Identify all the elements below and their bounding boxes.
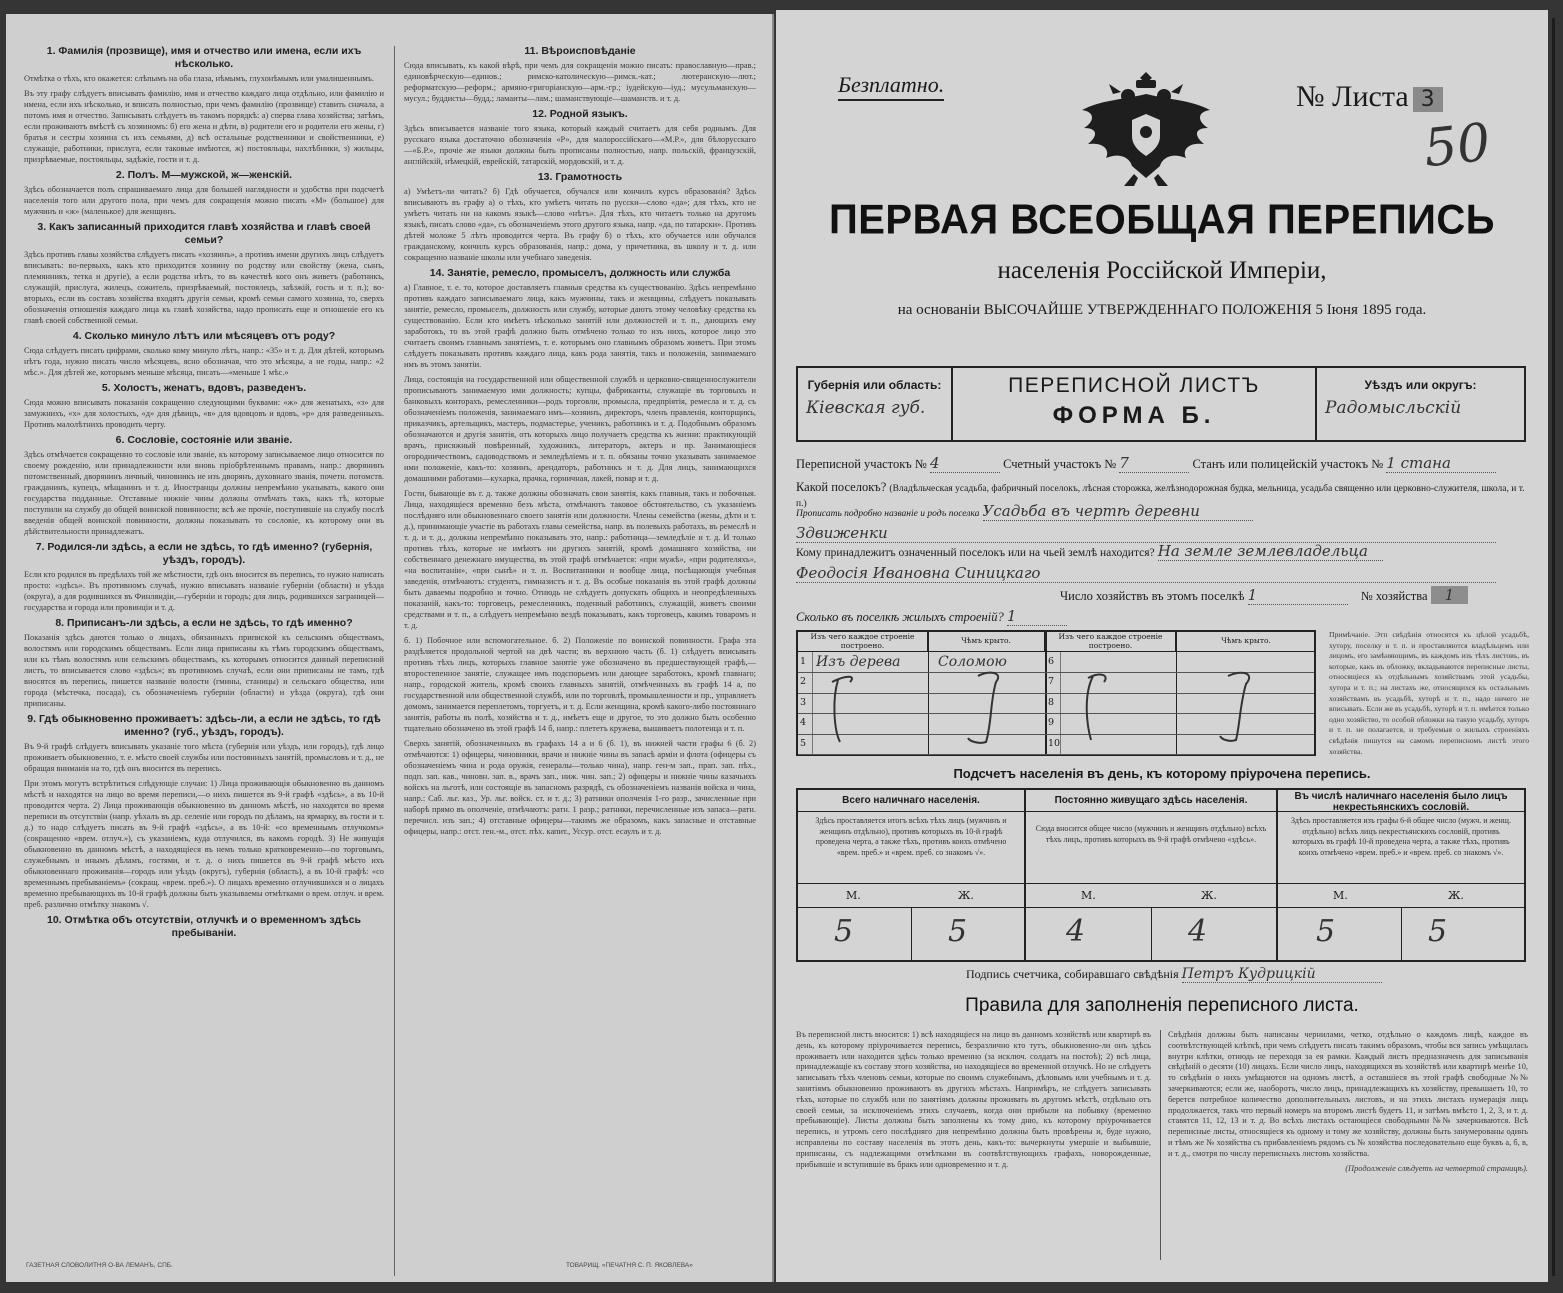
resident-population-description: Сюда вносится общее число (мужчинъ и женщинъ отдѣльно) всѣхъ тѣхъ лицъ, противъ которыхъ въ 9-й графѣ отмѣчено «здѣсь». [1026, 812, 1276, 884]
households-label: Число хозяйствъ въ этомъ поселкѣ [1060, 589, 1245, 603]
instruction-text: Лица, состоящія на государственной или общественной службѣ и церковно-священнослужители прописываютъ занимаемую ими должность; купцы, фабриканты, служащіе въ торговыхъ и банковыхъ конторахъ, ремесленники—родъ торговли, промысла, предпріятія, ремесла и т. д. съ обозначеніемъ положенія, занимаемаго имъ—хозяинъ, директоръ, членъ правленія, конторщикъ, приказчикъ, артельщикъ, мастеръ, подмастерье, ученикъ, работникъ и т. д. Подобнымъ образомъ обозначаются и другія занятія, отъ которыхъ лицо получаетъ средства къ жизни: практикующій врачъ, присяжный повѣренный, художникъ, литераторъ, актеръ и пр. Занимающіеся огородничествомъ, садоводствомъ и земледѣліемъ и т. п. обязаны точно указывать занимаемое ими положеніе, какъ-то: хозяинъ, арендаторъ, работникъ и т. д. Для лицъ, занимающихся домашними работами—кухарка, прачка, горничная, лакей, повар и т. д. [404, 375, 756, 483]
buildings-roof-header-2: Чѣмъ крыто. [1176, 632, 1316, 652]
present-male-value: 5 [834, 914, 854, 949]
census-section-value: 4 [930, 454, 1000, 473]
sex-header-row [798, 884, 1024, 908]
rules-title: Правила для заполненія переписного листа. [965, 995, 1359, 1016]
instruction-heading: 13. Грамотность [537, 171, 623, 183]
settlement-hint-2: Прописать подробно названіе и родъ поселка [796, 509, 980, 519]
household-number-label: № хозяйства [1360, 589, 1428, 603]
form-type-name: ФОРМА Б. [1052, 402, 1216, 429]
instruction-text: Въ эту графу слѣдуетъ вписывать фамилію, имя и отчество каждаго лица отдѣльно, или фамилію и имена, если ихъ нѣсколько, и вписать полностью, при чемъ фамилію (прозвище) ставить сначала, а потомъ имя и отчество. Записывать слѣдуетъ въ такомъ порядкѣ: а) сперва глава хозяйства; затѣмъ, если проживаютъ вмѣстѣ съ хозяиномъ: б) его жена и дѣти, в) родители его и родители его жены, г) братья и сестры хозяина съ ихъ семьями, д) всѣ остальные родственники и свойственники, е) служащіе, работники, прислуга, если таковые имѣются, ж) постояльцы, нахлѣбники, з) жильцы, призрѣваемые, постояльцы, задѣжіе, гости и т. д. [24, 89, 384, 164]
instruction-heading: 4. Сколько минуло лѣтъ или мѣсяцевъ отъ роду? [72, 330, 336, 342]
present-population-header: Всего наличнаго населенія. [798, 790, 1024, 812]
row-number: 9 [1048, 717, 1055, 729]
form-subtitle: населенія Россійской Имперіи, [997, 257, 1327, 284]
form-header-box [796, 366, 1526, 442]
population-count-table [796, 788, 1526, 962]
legal-basis: на основаніи ВЫСОЧАЙШЕ УТВЕРЖДЕННАГО ПОЛОЖЕНІЯ 5 Іюня 1895 года. [897, 302, 1427, 318]
settlement-hint: (Владѣльческая усадьба, фабричный поселокъ, лѣсная сторожка, желѣзнодорожная будка, мельница, усадьба священно или церковно-служителя, школа, и т. п.) [796, 484, 1525, 509]
settlement-value-2: Здвиженки [796, 524, 1496, 543]
count-section-value: 7 [1119, 454, 1189, 473]
buildings-table [796, 630, 1316, 756]
instruction-heading: 2. Полъ. М—мужской, ж—женскій. [115, 169, 293, 181]
free-of-charge-label: Безплатно. [838, 72, 944, 101]
buildings-material-header-2: Изъ чего каждое строеніе построено. [1046, 632, 1176, 652]
male-label: М. [846, 889, 861, 902]
non-peasant-male-value: 5 [1316, 914, 1336, 949]
uezd-cell [1317, 368, 1524, 440]
resident-female-value: 4 [1188, 914, 1208, 949]
instructions-column-right [404, 42, 756, 841]
archive-page-number: 50 [1421, 112, 1494, 180]
settlement-value-row-2 [796, 524, 1526, 543]
row-number: 5 [800, 737, 807, 749]
count-section-label: Счетный участокъ № [1003, 457, 1117, 471]
instruction-section [404, 738, 756, 837]
sex-header-row [1026, 884, 1276, 908]
ditto-marks [798, 632, 1318, 756]
non-peasant-population-description: Здѣсь проставляется изъ графы 6-й общее число (мужч. и женщ. отдѣльно) всѣхъ лицъ некрестьянскихъ сословій, противъ которыхъ въ графѣ 10-й проведена черта, а также тѣхъ, противъ коихъ отмѣчено «врем. преб.» и «врем. преб. со знакомъ √». [1278, 812, 1524, 884]
instruction-section [24, 434, 384, 537]
instruction-section [24, 617, 384, 709]
row-number: 4 [800, 717, 807, 729]
instruction-section [24, 382, 384, 430]
female-label: Ж. [1201, 889, 1217, 902]
present-population-description: Здѣсь проставляется итогъ всѣхъ тѣхъ лицъ (мужчинъ и женщинъ отдѣльно), противъ которыхъ въ 10-й графѣ проведена черта, а также тѣхъ, противъ коихъ отмѣчено «врем. преб.» и «врем. преб. со знакомъ √». [798, 812, 1024, 884]
printer-imprint-right: ТОВАРИЩ. «ПЕЧАТНЯ С. П. ЯКОВЛЕВА» [566, 1262, 693, 1269]
instruction-text: Здѣсь отмѣчается сокращенно то сословіе или званіе, къ которому записываемое лицо относится по своему рожденію, или принадлежности или вновь пріобрѣтеннымъ правамъ, напр.: дворянинъ потомственный, дворянинъ личный, чиновникъ не изъ дворянъ, духовнаго званія, почетн. потомств. гражданинъ, купецъ, мѣщанинъ и т. д. Иностранцы должны непремѣнно указывать, какого они государства подданные. Отставные нижніе чины должны отмѣчать такъ, какъ тѣ, которые поступили на службу до общей воинской повинности; всѣ же прочіе, поступившіе на службу послѣ введенія общей воинской повинности, должны показывать то сословіе, къ которому они въ дѣйствительности принадлежатъ. [24, 450, 384, 536]
instruction-heading: 11. Вѣроисповѣданіе [524, 45, 636, 57]
row-number: 7 [1048, 676, 1055, 688]
row-number: 6 [1048, 656, 1055, 667]
row-number: 3 [800, 696, 807, 708]
sheet-number-label: № Листа [1296, 80, 1409, 113]
enumerator-signature-row [966, 966, 1382, 983]
settlement-value: Усадьба въ чертѣ деревни [983, 502, 1253, 521]
instruction-heading: 8. Приписанъ-ли здѣсь, а если не здѣсь, то гдѣ именно? [55, 617, 353, 629]
instruction-text: Сюда можно вписывать показанія сокращенно следующими буквами: «ж» для женатыхъ, «з» для замужнихъ, «х» для холостыхъ, «д» для дѣвицъ, «в» для вдовцовъ и вдовъ, «р» для разведенныхъ. Противъ малолѣтнихъ проводить черту. [24, 398, 384, 429]
instruction-section [24, 169, 384, 217]
owner-row-2 [796, 564, 1526, 583]
instruction-section [24, 914, 384, 940]
form-type-title: ПЕРЕПИСНОЙ ЛИСТЪ [1008, 374, 1260, 397]
rules-text-left: Въ переписной листъ вносится: 1) всѣ находящіеся на лицо въ данномъ хозяйствѣ или квартирѣ въ день, къ которому пріурочивается перепись, безразлично кто тутъ, обыкновенно-ли онъ здѣсь проживаетъ или находится здѣсь только временно (за исключ. солдатъ на постоѣ); 2) всѣ лица, принадлежащіе къ составу этого хозяйства, но находящіеся во временной отлучкѣ. Но не слѣдуетъ записывать тѣхъ членовъ семьи, которые по своимъ служебнымъ, дѣловымъ или учебнымъ и т. д. занятіямъ обыкновенно проживаютъ въ другихъ мѣстахъ. Напримѣръ, не слѣдуетъ записывать тѣхъ, которые по службѣ или по занятіямъ должны проживать въ другомъ мѣстѣ, отдѣльно отъ своей семьи, за исключеніемъ этихъ случаевъ, когда они прибыли на побывку (временно пребывающіе). Листы должны быть заполнены къ тому дню, къ которому пріурочивается перепись, и утромъ сего послѣдняго дня непремѣнно должны быть провѣрены и, буде нужно, исправлены по составу населенія въ этотъ день, какъ-то: вычеркнуты умершіе и выбывшіе, приписаны, съ надлежащими отмѣтками въ соотвѣтствующихъ графахъ, новорожденные, прибывшіе и вступившіе въ бракъ или одновременно и т. д. [796, 1030, 1151, 1169]
form-type-cell [953, 368, 1317, 440]
grid-line [1151, 908, 1152, 960]
instruction-text: Здѣсь вписывается названіе того языка, который каждый считаетъ для себя роднымъ. Для русскаго языка достаточно обозначенія «Р», для малороссійскаго—«М.Р.», для бѣлорусскаго—«Б.Р.», прочіе же языки должны быть прописаны полностью, напр. польскій, французскій, англійскій, нѣмецкій, еврейскій, татарскій, мордовскій, и т. д. [404, 124, 756, 166]
instruction-section [24, 778, 384, 910]
instruction-section [24, 45, 384, 84]
sex-header-row [1278, 884, 1524, 908]
buildings-row [796, 607, 1526, 626]
male-label: М. [1081, 889, 1096, 902]
instruction-section [404, 267, 756, 370]
row-number: 1 [800, 656, 807, 667]
instruction-section [404, 635, 756, 734]
column-divider [394, 46, 395, 1276]
household-number-value: 1 [1431, 586, 1469, 604]
instruction-text: Сюда вписывать, къ какой вѣрѣ, при чемъ для сокращенія можно писать: православную—прав.; единовѣрческую—единов.; римско-католическую—римск.-кат.; лютеранскую—лют.; реформатскую—реформ.; армяно-григоріанскую—арм.-гр.; іудейскую—іуд.; мусульманскую—мусул.; буддисты—будд.; ламаиты—лам.; шаманствующіе—шаманств. и т. д. [404, 61, 756, 103]
instruction-heading: 6. Сословіе, состояніе или званіе. [115, 434, 293, 446]
instruction-text: Показанія здѣсь даются только о лицахъ, обязанныхъ припиской къ сельскимъ обществамъ, волостямъ или городскимъ обществамъ. Если лица приписаны къ тѣмъ городскимъ обществамъ, или къ тѣмъ волостямъ или сельскимъ обществамъ, къ которымъ относится данный переписной листъ, то вписывается слово «здѣсь»; въ противномъ случаѣ, если они приписаны не тамъ, гдѣ вносятся въ перепись, пишется названіе волости (гмины, станицы) и сельскаго общества, или города (мѣстечка, посада), съ обозначеніемъ губерніи (области) и уѣзда (округа), гдѣ они приписаны. [24, 633, 384, 708]
instruction-text: При этомъ могутъ встрѣтиться слѣдующіе случаи: 1) Лица проживающія обыкновенно въ данномъ мѣстѣ и находятся на лицо во время переписи,—о нихъ пишется въ 9-й графѣ «здѣсь», а въ 10-й проводится черта. 2) Лица проживающія обыкновенно въ данномъ мѣстѣ, но находятся во время переписи въ отсутствіи (напр. уѣхалъ въ др. селеніе или городъ по дѣламъ, на ярмарку, въ гости и т. д.) то надо слѣдуетъ писать въ 9-й графѣ «здѣсь», а въ 10-й: «со временнымъ отлучкомъ» (сокращенно «врем. отлуч.»), съ указаніемъ, куда отлучился, въ какомъ городѣ. 3) Не живущія обыкновенно въ данномъ мѣстѣ, а находящіеся въ немъ только кратковременно—по торговымъ, служебнымъ и инымъ дѣламъ, гостями, и т. д. о нихъ пишется въ 9-й графѣ мѣсто ихъ обыкновеннаго проживанія—городъ или уѣздъ (округъ), губернія (область), а въ 10-й графѣ: «со временнымъ пребываніемъ» (сокращ. «врем. преб.»). О лицахъ временно отлучившихся и о лицахъ временно пребывающихъ въ 10-й графѣ должны быть указываемы отмѣтками о врем. отлуч. и врем. преб. различно отмѣтку знакомъ √. [24, 779, 384, 909]
instruction-section [404, 45, 756, 104]
form-title: ПЕРВАЯ ВСЕОБЩАЯ ПЕРЕПИСЬ [829, 196, 1495, 244]
present-female-value: 5 [948, 914, 968, 949]
signature-value: Петръ Кудрицкій [1182, 966, 1382, 983]
instruction-text: Гости, бывающіе въ г. д. также должны обозначать свои занятія, какъ главныя, такъ и побочныя. Лица, находящіеся временно безъ мѣста, отмѣчаютъ таковое обстоятельство, съ указаніемъ послѣдняго или обыкновеннаго своего занятія или должности. Члены семейства (жены, дѣти и т. д.), принимающіе участіе въ работахъ главы семейства, напр. въ полевыхъ работахъ, въ ремеслѣ и т. д. и т. д., должны непремѣнно показывать это, напр.: работница—земледѣліе и т. д. И только противъ тѣхъ, которые не имѣютъ ни другихъ занятій, кромѣ домашняго хозяйства, ни собственнаго денежнаго имущества, въ этой графѣ отмѣчается: «при мужѣ», «при родителяхъ», «на воспитаніи», «при сынѣ» и т. п. Воспитанники и вообще лица, посѣщающія учебныя заведенія, отмѣчаютъ: студентъ, гимназистъ и т. д. Въ особые показанія въ этой графѣ должны быть даваемы подробно и точно. Отнюдь не слѣдуетъ допускать общихъ и неопредѣленныхъ показаній, какъ-то: торговецъ, ремесленникъ, поденный работникъ, служащій, живетъ своими средствами и т. п., а слѣдуетъ непремѣнно вездѣ показывать, какъ торговецъ, какимъ товаромъ и т. д. [404, 489, 756, 630]
owner-value-2: Феодосія Ивановна Синицкаго [796, 564, 1496, 583]
instruction-text: а) Умѣетъ-ли читать? б) Гдѣ обучается, обучался или кончилъ курсъ образованія? Здѣсь вписываютъ въ графу а) о тѣхъ, кто умѣетъ читать по русски—слово «да»; для тѣхъ, кто не умѣетъ читать ни на какомъ языкѣ—слово «нѣтъ». Для тѣхъ, кто читаетъ только на другомъ языкѣ, писать слово «да», съ обозначеніемъ этого другого языка, напр. «да, по татарски». Противъ дѣтей моложе 5 лѣтъ проводится черта. Въ графу б) о тѣхъ, кто обучается или обучался гражданскому, кончилъ курсъ образованія, напр.: дома, у причетника, въ школу и т. д. или сокращенно названіе школы или учебнаго заведенія. [404, 187, 756, 262]
instruction-section [24, 330, 384, 378]
grid-line [911, 908, 912, 960]
buildings-roof-header: Чѣмъ крыто. [928, 632, 1046, 652]
row-number: 10 [1048, 737, 1061, 749]
non-peasant-population-header: Въ числѣ наличнаго населенія было лицъ некрестьянскихъ сословій. [1278, 790, 1524, 812]
settlement-value-row [796, 502, 1526, 521]
building-1-roof: Соломою [938, 654, 1007, 670]
instruction-heading: 9. Гдѣ обыкновенно проживаетъ: здѣсь-ли, а если не здѣсь, то гдѣ именно? (губ., уѣздъ, городъ). [27, 713, 381, 738]
sheet-number [1296, 80, 1443, 114]
instruction-section [404, 488, 756, 631]
scan-edge [1552, 18, 1555, 1276]
buildings-value: 1 [1007, 607, 1067, 626]
buildings-note: Примѣчаніе. Этп свѣдѣнія относятся къ цѣлой усадьбѣ, хутору, поселку и т. п. и проставляются владѣльцемъ или лицомъ, его замѣняющимъ, въ каждомъ изъ тѣхъ листовъ, въ которые, какъ въ обложку, вкладываются переписные листы, относящіеся къ отдѣльнымъ хозяйствамъ этой усадьбы, хутора и т. п.; на листахъ же, относящихся къ остальнымъ хозяйствамъ въ усадьбѣ, хуторѣ и т. п., надо ничего не вписывать. Если же въ усадьбѣ, хуторѣ и т. п. имѣется только одно хозяйство, то особой обложки на такую усадьбу, хуторъ и т. п. не полагается, и требуемыя о жилыхъ строеніяхъ свѣдѣнія пишутся на самомъ переписномъ листѣ этого хозяйства. [1329, 630, 1529, 756]
male-label: М. [1333, 889, 1348, 902]
instruction-text: б. 1) Побочное или вспомогательное. б. 2) Положеніе по воинской повинности. Графа эта раздѣляется продольной чертой на двѣ части; въ верхнюю часть (б. 1) слѣдуетъ вписывать противъ тѣхъ лицъ, которыхъ главное занятіе уже обозначено въ предшествующей графѣ,—второстепенное занятіе, служащее имъ подспорьемъ или дающее заработокъ, кромѣ главнаго; напр., городской житель, кромѣ своихъ главныхъ занятій, отмѣченныхъ въ графѣ 14 а, по государственной или общественной службѣ, или по торговлѣ, промышленности и пр., управляетъ домомъ, занимается переплетомъ, торгуетъ, и т. д. Если женщина, кромѣ какого-либо постояннаго занятія, работы въ полѣ, хозяйства и т. д., имѣетъ еще и другое, то это должно быть особенно тщательно обозначено въ этой графѣ 14 б, напр.: плететъ кружева, вышиваетъ полотенца и т. п. [404, 636, 756, 733]
stan-value: 1 стана [1386, 454, 1496, 473]
census-section-label: Переписной участокъ № [796, 457, 927, 471]
instruction-text: Сверхъ занятій, обозначенныхъ въ графахъ 14 а и 6 (б. 1), въ нижней части графы 6 (б. 2) отмѣчаются: 1) офицеры, чиновники, врачи и нижніе чины въ запасѣ арміи и флота (офицеры съ обозначеніемъ чина и рода оружія, генералы—только чина), напр. ген-м зап., прап. зап. пѣх., подп. зап. кав., чиновн. зап. в., врачъ зап., ниж. чин. зап.; 2) офицеры и нижніе чины казачьихъ войскъ на льготѣ, или состоящіе въ запасномъ разрядѣ, съ обозначеніемъ названія войска и чина, напр.: Саб. льг. каз., Ур. льг. войск. ст. и т. д.; 3) ратники ополченія 1-го разр., зачисленные при наборѣ прямо въ ополченіе, отмѣчаютъ: ратн. 1 разр.; ратники, перечисленные изъ запаса—ратн. перечисл. изъ зап.; 4) отставные офицеры—такимъ же образомъ, какъ запасные и отставные офицеры, напр.: отст. ген.-м., отст. пѣх. капит., Уссур. отст. есаулъ и т. д. [404, 739, 756, 836]
rules-divider [1160, 1030, 1161, 1260]
instructions-page [6, 14, 774, 1282]
owner-row [796, 542, 1526, 561]
row-number: 2 [800, 676, 807, 688]
instruction-text: Сюда слѣдуетъ писать цифрами, сколько кому минуло лѣтъ, напр.: «35» и т. д. Для дѣтей, которымъ нѣтъ года, нужно писать число мѣсяцевъ, ясно обозначая, что это мѣсяцы, а не годы, напр.: «2 мѣс.». Для дѣтей же, которымъ меньше мѣсяца, писать—«меньше 1 мѣс.» [24, 346, 384, 377]
instruction-section [24, 88, 384, 165]
female-label: Ж. [1448, 889, 1464, 902]
instruction-section [404, 374, 756, 484]
instruction-heading: 1. Фамилія (прозвище), имя и отчество или имена, если ихъ нѣсколько. [46, 45, 362, 70]
building-1-material: Изъ дерева [816, 654, 901, 670]
imperial-eagle-emblem [1076, 70, 1216, 188]
instruction-text: а) Главное, т. е. то, которое доставляетъ главныя средства къ существованію. Здѣсь непремѣнно противъ каждаго записываемаго лица, какъ мужчины, такъ и женщины, слѣдуетъ показывать занятіе, ремесло, промыселъ, должность или службу, которые даютъ этому человѣку средства къ существованію. Если кто имѣетъ нѣсколько занятій или должностей и т. п., дающихъ ему заработокъ, то въ этой графѣ должно быть отмѣчено только то изъ нихъ, которое лицо это считаетъ своимъ главнымъ занятіемъ, т. е. которымъ оно главнымъ образомъ живетъ. При этомъ слѣдуетъ показывать противъ каждаго лица, какъ рода занятія, такъ и положенія, занимаемаго имъ въ этомъ занятіи. [404, 283, 756, 369]
row-number: 8 [1048, 696, 1055, 708]
instruction-section [404, 108, 756, 167]
resident-male-value: 4 [1066, 914, 1086, 949]
instruction-section [24, 713, 384, 774]
instruction-heading: 12. Родной языкъ. [532, 108, 628, 120]
gubernia-value: Кіевская губ. [806, 398, 926, 418]
owner-value: На земле землевладельца [1158, 542, 1383, 561]
sheet-number-value: 3 [1413, 87, 1443, 112]
instruction-heading: 10. Отмѣтка объ отсутствіи, отлучкѣ и о временномъ здѣсь пребываніи. [47, 914, 361, 939]
instruction-text: Здѣсь противъ главы хозяйства слѣдуетъ писать «хозяинъ», а противъ имени другихъ лицъ слѣдуетъ вписывать: во-первыхъ, какъ кто приходится хозяину по родству или свойству (жена, сынъ, племянникъ, тетка и другіе), а если родства нѣтъ, то въ качествѣ кого онъ живетъ (работникъ, служащій, прислуга, жилецъ, сожитель, призрѣваемый, постоялецъ, заѣзжій, гость и т. п.); во-вторыхъ, если въ составъ хозяйства входятъ другія семьи, кромѣ семьи самого хозяина, то, сверхъ обозначенія отношенія каждаго лица къ главѣ хозяйства, надо прописать еще и отношеніе его къ главѣ своей собственной семьи. [24, 250, 384, 325]
signature-label: Подпись счетчика, собиравшаго свѣдѣнія [966, 967, 1179, 981]
uezd-label: Уѣздъ или округъ: [1364, 378, 1477, 392]
households-value: 1 [1248, 586, 1348, 605]
gubernia-cell [798, 368, 953, 440]
instruction-text: Здѣсь обозначается полъ спрашиваемаго лица для большей наглядности и удобства при подсчетѣ населенія того или другого пола, при чемъ для сокращенія можно писать «М» (большое) для мужчинъ и «ж» (маленькое) для женщинъ. [24, 185, 384, 216]
instruction-heading: 7. Родился-ли здѣсь, а если не здѣсь, то гдѣ именно? (губернія, уѣздъ, городъ). [35, 541, 373, 566]
census-form-page [776, 10, 1548, 1282]
instruction-heading: 14. Занятіе, ремесло, промыселъ, должность или служба [429, 267, 731, 279]
instruction-text: Отмѣтка о тѣхъ, кто окажется: слѣпымъ на оба глаза, нѣмымъ, глухонѣмымъ или умалишеннымъ. [24, 74, 374, 83]
owner-label: Кому принадлежитъ означенный поселокъ или на чьей землѣ находится? [796, 547, 1155, 559]
instruction-heading: 3. Какъ записанный приходится главѣ хозяйства и главѣ своей семьи? [37, 221, 371, 246]
instruction-heading: 5. Холостъ, женатъ, вдовъ, разведенъ. [101, 382, 307, 394]
rules-text-right-body: Свѣдѣнія должны быть написаны чернилами, четко, отдѣльно о каждомъ лицѣ, каждое въ соотвѣтствующей клѣткѣ, при чемъ слѣдуетъ писать такимъ образомъ, чтобы вся запись умѣщалась внутри клѣтки, отнюдь не переходя за ея рамки. Каждый листъ предназначенъ для записыванія свѣдѣній о десяти (10) лицахъ. Если число лицъ, находящихся въ хозяйствѣ или квартирѣ менѣе 10, то свѣдѣнія о нихъ умѣщаются на одномъ листѣ, а оставшіеся въ этой графѣ свободные №№ зачеркиваются; если же, наоборотъ, число лицъ, принадлежащихъ къ хозяйству, превышаетъ 10, то берется потребное количество дополнительныхъ листовъ, и на этихъ листахъ нумерація лицъ продолжается, такъ что первый номеръ на второмъ листѣ будетъ 11, и затѣмъ вмѣсто 1, 2, 3, и т. д. ставятся 11, 12, 13 и т. д. Во всѣхъ листахъ остающіеся свободными №№ зачеркиваются. Всѣ переписные листы, относящіеся къ одному и тому же хозяйству, должны быть занумерованы одинъ и тѣмъ же № хозяйства съ прибавленіемъ рядомъ съ № хозяйства последовательно еще буквъ а, б, в, и т. д., смотря по числу переписныхъ листовъ хозяйства. [1168, 1030, 1528, 1158]
rules-text-right [1168, 1030, 1528, 1174]
stan-label: Станъ или полицейскій участокъ № [1192, 457, 1384, 471]
printer-imprint-left: ГАЗЕТНАЯ СЛОВОЛИТНЯ О-ВА ЛЕМАНЪ, СПБ. [26, 1262, 173, 1269]
uezd-value: Радомысльскій [1325, 398, 1462, 418]
instructions-column-left [24, 42, 384, 944]
instruction-text: Въ 9-й графѣ слѣдуетъ вписывать указаніе того мѣста (губернія или уѣздъ, или городъ), гдѣ лицо проживаетъ обыкновенно, т. е. мѣсто своей службы или постоянныхъ занятій, промысловъ и т. д., не обращая вниманія на то, гдѣ онъ вносится въ перепись. [24, 742, 384, 773]
instruction-section [404, 171, 756, 263]
continuation-note: (Продолженіе слѣдуетъ на четвертой страницѣ). [1345, 1163, 1528, 1173]
instruction-text: Если кто родился въ предѣлахъ той же мѣстности, гдѣ онъ вносится въ перепись, то нужно написать просто: «здѣсь». Въ противномъ случаѣ, нужно вписывать названіе губерніи (области) и уѣзда (округа), а для родившихся въ Финляндіи,—губерніи и городъ; для лицъ, родившихся заграницей—государства и города или провинціи и т. д. [24, 570, 384, 612]
instruction-section [24, 541, 384, 613]
buildings-label: Сколько въ поселкѣ жилыхъ строеній? [796, 610, 1004, 624]
grid-line [1401, 908, 1402, 960]
buildings-material-header: Изъ чего каждое строеніе построено. [798, 632, 928, 652]
gubernia-label: Губернія или область: [807, 378, 942, 392]
households-row [796, 586, 1526, 605]
female-label: Ж. [958, 889, 974, 902]
settlement-label: Какой поселокъ? [796, 480, 887, 494]
instruction-section [24, 221, 384, 326]
resident-population-header: Постоянно живущаго здѣсь населенія. [1026, 790, 1276, 812]
district-row [796, 454, 1526, 473]
population-count-title: Подсчетъ населенія въ день, къ которому пріурочена перепись. [953, 766, 1371, 781]
non-peasant-female-value: 5 [1428, 914, 1448, 949]
